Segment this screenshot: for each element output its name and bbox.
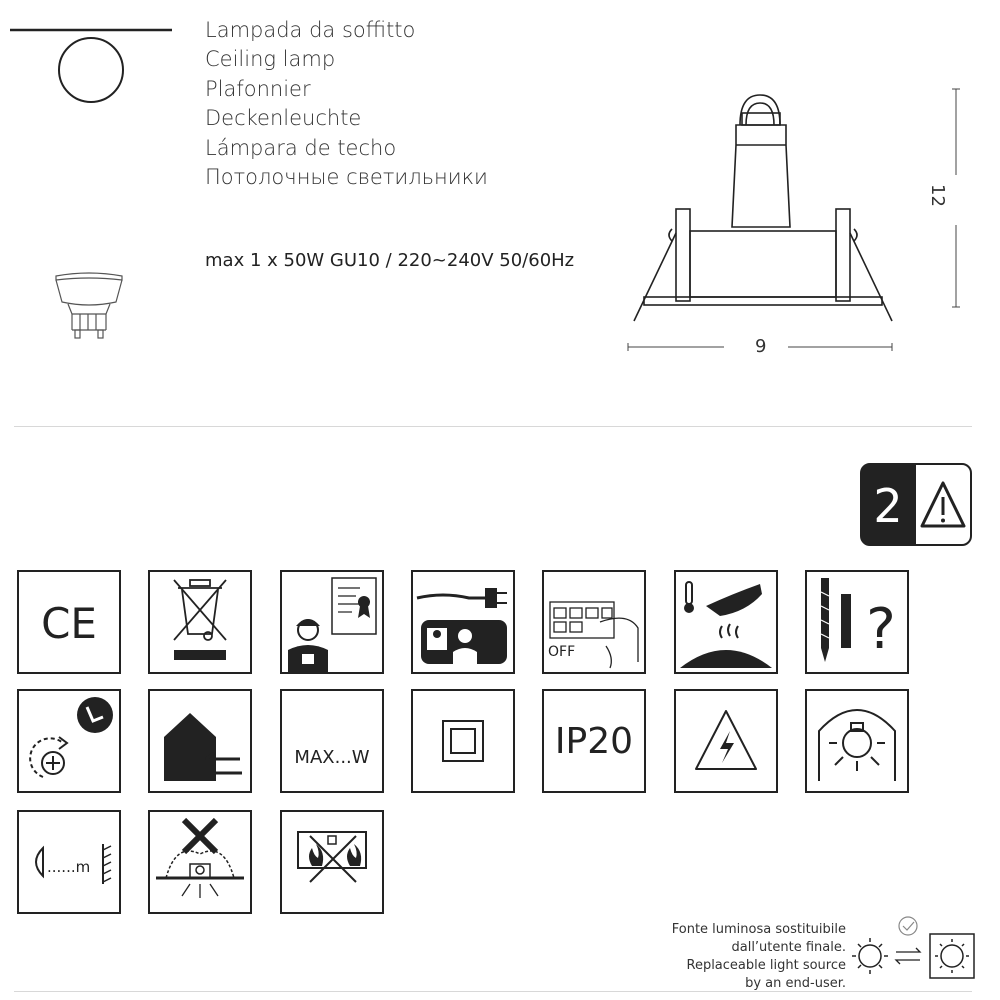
class-ii-pictogram bbox=[411, 689, 515, 793]
product-name-es: Lámpara de techo bbox=[205, 135, 397, 160]
plug-electrician-pictogram bbox=[411, 570, 515, 674]
switch-off-icon bbox=[544, 572, 644, 672]
product-name-ru: Потолочные светильники bbox=[205, 165, 488, 190]
ce-mark-icon bbox=[19, 572, 119, 672]
lamp-replace-pictogram bbox=[805, 689, 909, 793]
ceiling-mount-icon bbox=[10, 22, 175, 108]
qualified-electrician-pictogram bbox=[280, 570, 384, 674]
section-divider bbox=[14, 426, 972, 427]
qualified-electrician-icon bbox=[282, 572, 382, 672]
class-ii-icon bbox=[413, 691, 513, 791]
svg-text:?: ? bbox=[866, 597, 896, 662]
rotate-install-pictogram bbox=[17, 689, 121, 793]
ip20-icon bbox=[544, 691, 644, 791]
max-watt-icon bbox=[282, 691, 382, 791]
footnote-line-3: Replaceable light source bbox=[686, 958, 846, 973]
footnote-line-4: by an end-user. bbox=[745, 976, 846, 991]
electric-hazard-pictogram bbox=[674, 689, 778, 793]
class-2-warning-icon bbox=[860, 463, 972, 546]
weee-bin-icon bbox=[150, 572, 250, 672]
replaceable-light-note bbox=[672, 921, 846, 993]
no-flammable-surface-pictogram bbox=[280, 810, 384, 914]
min-distance-icon bbox=[19, 812, 119, 912]
rotate-install-icon bbox=[19, 691, 119, 791]
footnote-line-2: dall’utente finale. bbox=[731, 940, 846, 955]
indoor-use-icon bbox=[150, 691, 250, 791]
switch-off-pictogram bbox=[542, 570, 646, 674]
no-flammable-surface-icon bbox=[282, 812, 382, 912]
max-watt-pictogram bbox=[280, 689, 384, 793]
switch-off-label: OFF bbox=[548, 644, 576, 660]
product-name-it: Lampada da soffitto bbox=[205, 18, 416, 42]
distance-label: ......m bbox=[47, 858, 91, 876]
no-insulation-cover-pictogram bbox=[148, 810, 252, 914]
replaceable-light-icon bbox=[850, 914, 978, 982]
plug-electrician-icon bbox=[413, 572, 513, 672]
spec-line: max 1 x 50W GU10 / 220~240V 50/60Hz bbox=[205, 250, 575, 271]
lamp-replace-icon bbox=[807, 691, 907, 791]
dimension-height: 12 bbox=[927, 184, 948, 207]
class-2-number: 2 bbox=[873, 479, 903, 533]
min-distance-pictogram bbox=[17, 810, 121, 914]
technical-drawing bbox=[620, 85, 980, 365]
class-2-badge bbox=[860, 463, 972, 546]
product-name-de: Deckenleuchte bbox=[205, 106, 362, 131]
indoor-use-pictogram bbox=[148, 689, 252, 793]
product-names bbox=[205, 16, 488, 192]
screws-question-icon bbox=[807, 572, 907, 672]
product-name-en: Ceiling lamp bbox=[205, 47, 336, 72]
no-insulation-cover-icon bbox=[150, 812, 250, 912]
product-name-fr: Plafonnier bbox=[205, 76, 311, 101]
max-watt-label: MAX...W bbox=[294, 747, 370, 768]
electric-hazard-icon bbox=[676, 691, 776, 791]
screws-question-pictogram bbox=[805, 570, 909, 674]
footnote-line-1: Fonte luminosa sostituibile bbox=[671, 922, 846, 937]
hot-surface-pictogram bbox=[674, 570, 778, 674]
dimension-width: 9 bbox=[755, 336, 767, 357]
ip20-pictogram bbox=[542, 689, 646, 793]
hot-surface-icon bbox=[676, 572, 776, 672]
weee-pictogram bbox=[148, 570, 252, 674]
ce-mark-text: CE bbox=[41, 599, 97, 648]
gu10-bulb-icon bbox=[52, 268, 126, 348]
ip20-label: IP20 bbox=[554, 721, 634, 762]
ce-mark-pictogram bbox=[17, 570, 121, 674]
bottom-divider bbox=[14, 991, 972, 992]
